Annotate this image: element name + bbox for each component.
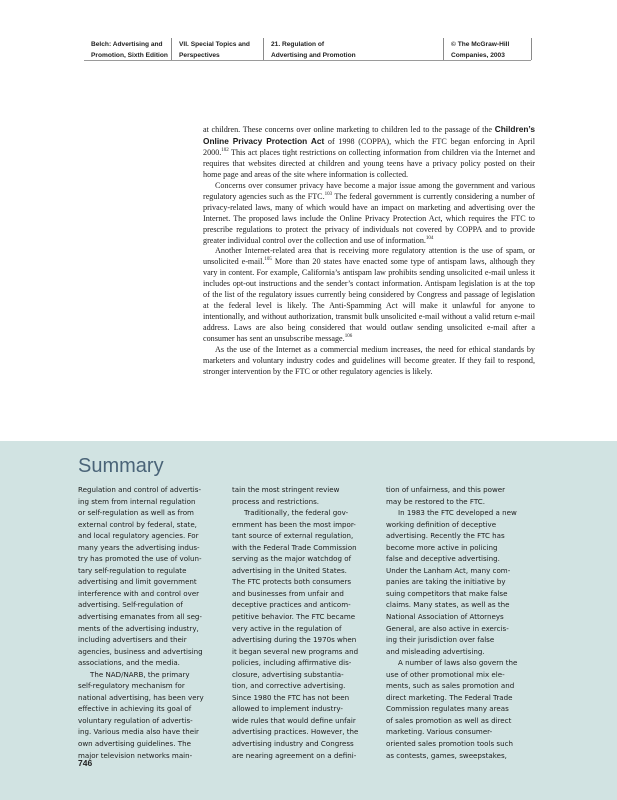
summary-line: may be restored to the FTC. <box>386 496 486 506</box>
summary-line: voluntary regulation of advertis- <box>78 715 193 725</box>
summary-title: Summary <box>78 455 164 477</box>
summary-line: effective in achieving its goal of <box>78 704 192 714</box>
header-divider <box>443 38 444 60</box>
summary-line: marketing. Various consumer- <box>386 727 493 737</box>
summary-line: major television networks main- <box>78 750 193 760</box>
summary-line: Traditionally, the federal gov- <box>244 508 349 518</box>
summary-line: self-regulatory mechanism for <box>78 681 185 691</box>
paragraph-spam: Another Internet-related area that is receiving more regulatory attention is the use of spam, or unsolicited e-mail.$^{105}$ More than 20 states have enacted some type of antispam laws, although they vary in content. For example, California’s antispam law prohibits sending unsolicited e-mail unless it includes opt-out instructions and the sender’s contact information. Antispam legislation is at the top of the list of the regulatory issues currently being considered by Congress and passage of legislation at the federal level is likely. The Anti-Spamming Act will make it unlawful for anyone to intentionally, and without authorization, transmit bulk unsolicited e-mail without a valid return e-mail address. Laws are also being considered that would outlaw sending unsolicited e-mail after a consumer has sent an unsubscribe message.$^{106}$ <box>203 246 535 344</box>
summary-line: deceptive practices and anticom- <box>232 600 351 610</box>
summary-line: petitive behavior. The FTC became <box>232 612 356 622</box>
summary-line: advertising. Recently the FTC has <box>386 531 505 541</box>
summary-line: and local regulatory agencies. For <box>78 531 199 541</box>
summary-line: interference with and control over <box>78 588 200 598</box>
summary-line: process and restrictions. <box>232 496 320 506</box>
summary-line: Commission regulates many areas <box>386 704 509 714</box>
footnote-ref: 102 <box>221 147 229 153</box>
header-part-title <box>179 40 250 66</box>
header-divider <box>531 38 532 60</box>
summary-line: try has promoted the use of volun- <box>78 554 202 564</box>
header-copyright <box>451 40 509 66</box>
summary-line: advertising emanates from all seg- <box>78 612 202 622</box>
summary-line: advertising during the 1970s when <box>232 635 357 645</box>
header-line: Belch: Advertising and <box>91 41 163 48</box>
summary-line: advertising. Self-regulation of <box>78 600 183 610</box>
summary-line: ing stem from internal regulation <box>78 496 196 506</box>
summary-line: including advertisers and their <box>78 635 187 645</box>
paragraph-coppa: at children. These concerns over online marketing to children led to the passage of the Children’s Online Privacy Protection Act of 1998 (COPPA), which the FTC began enforcing in April 2000.$^{102}$ This act places tight restrictions on collecting information from children via the Internet and requires that websites directed at children and young teens have a privacy policy posted on their home page and areas of the site where information is collected. <box>203 124 535 179</box>
header-divider <box>263 38 264 60</box>
header-line: Advertising and Promotion <box>271 51 356 59</box>
summary-line: General, are also active in exercis- <box>386 623 509 633</box>
summary-line: In 1983 the FTC developed a new <box>398 508 517 518</box>
summary-line: advertising and limit government <box>78 577 197 587</box>
summary-line: advertising practices. However, the <box>232 727 359 737</box>
header-divider <box>171 38 172 60</box>
summary-line: false and deceptive advertising. <box>386 554 500 564</box>
summary-line: tant source of external regulation, <box>232 531 354 541</box>
summary-line: The FTC protects both consumers <box>232 577 352 587</box>
header-line: 21. Regulation of <box>271 41 325 48</box>
summary-line: very active in the regulation of <box>232 623 342 633</box>
header-line: Perspectives <box>179 51 220 59</box>
summary-column-2 <box>232 484 358 761</box>
summary-line: ments of the advertising industry, <box>78 623 199 633</box>
footnote-ref: 104 <box>425 235 434 241</box>
summary-column-3 <box>386 484 517 761</box>
summary-line: closure, advertising substantia- <box>232 669 344 679</box>
header-line: Promotion, Sixth Edition <box>91 51 168 59</box>
header-line: VII. Special Topics and <box>179 41 250 48</box>
body-text <box>203 124 535 378</box>
summary-line: Regulation and control of advertis- <box>78 485 202 494</box>
summary-line: are nearing agreement on a defini- <box>232 750 357 760</box>
summary-line: ernment has been the most impor- <box>232 519 356 529</box>
summary-line: Under the Lanham Act, many com- <box>386 565 511 575</box>
summary-line: policies, including affirmative dis- <box>232 658 352 668</box>
summary-line: national advertising, has been very <box>78 692 204 702</box>
summary-line: associations, and the media. <box>78 658 180 668</box>
summary-line: wide rules that would define unfair <box>232 715 356 725</box>
summary-line: become more active in policing <box>386 542 498 552</box>
summary-line: The NAD/NARB, the primary <box>90 669 190 679</box>
summary-line: advertising industry and Congress <box>232 739 354 749</box>
header-line: © The McGraw-Hill <box>451 41 510 48</box>
paragraph-privacy: Concerns over consumer privacy have become a major issue among the government and various regulatory agencies such as the FTC.$^{103}$ The federal government is currently considering a number of privacy-related laws, many of which would have an impact on marketing and advertising over the Internet. The proposed laws include the Online Privacy Protection Act, which requires the FTC to prescribe regulations to protect the privacy of individuals not covered by COPPA and to provide greater individual control over the collection and use of information.$^{104}$ <box>203 180 535 245</box>
summary-line: oriented sales promotion tools such <box>386 739 513 749</box>
summary-line: of sales promotion as well as direct <box>386 715 512 725</box>
summary-line: tion of unfairness, and this power <box>386 485 506 494</box>
header-chapter-title <box>271 40 356 66</box>
summary-line: tary self-regulation to regulate <box>78 565 187 575</box>
summary-line: tain the most stringent review <box>232 485 340 494</box>
bold-term: Children’s Online Privacy Protection Act <box>203 124 535 146</box>
summary-line: allowed to implement industry- <box>232 704 343 714</box>
summary-line: it began several new programs and <box>232 646 359 656</box>
summary-line: working definition of deceptive <box>386 519 497 529</box>
summary-line: external control by federal, state, <box>78 519 197 529</box>
summary-line: ing their jurisdiction over false <box>386 635 495 645</box>
summary-line: panies are taking the initiative by <box>386 577 506 587</box>
header-book-title <box>91 40 168 66</box>
summary-line: suing competitors that make false <box>386 588 508 598</box>
summary-line: as contests, games, sweepstakes, <box>386 750 507 760</box>
summary-line: ments, such as sales promotion and <box>386 681 515 691</box>
paragraph-ethics: As the use of the Internet as a commercial medium increases, the need for ethical standards by marketers and voluntary industry codes and guidelines will become greater. If they fail to respond, stronger intervention by the FTC or other regulatory agencies is likely. <box>203 345 535 376</box>
summary-line: use of other promotional mix ele- <box>386 669 505 679</box>
summary-line: and misleading advertising. <box>386 646 485 656</box>
summary-column-1 <box>78 484 204 761</box>
summary-line: advertising in the United States. <box>232 565 347 575</box>
summary-line: serving as the major watchdog of <box>232 554 352 564</box>
summary-line: and businesses from unfair and <box>232 588 344 598</box>
summary-line: agencies, business and advertising <box>78 646 203 656</box>
header-line: Companies, 2003 <box>451 51 505 59</box>
summary-line: direct marketing. The Federal Trade <box>386 692 513 702</box>
header-rule <box>84 60 531 61</box>
summary-line: or self-regulation as well as from <box>78 508 194 518</box>
summary-line: National Association of Attorneys <box>386 612 504 622</box>
summary-line: many years the advertising indus- <box>78 542 200 552</box>
summary-line: Since 1980 the FTC has not been <box>232 692 350 702</box>
summary-line: A number of laws also govern the <box>398 658 518 668</box>
summary-line: own advertising guidelines. The <box>78 739 191 749</box>
page-number: 746 <box>78 758 93 768</box>
footnote-ref: 103 <box>324 191 333 197</box>
summary-line: tion, and corrective advertising. <box>232 681 346 691</box>
summary-line: claims. Many states, as well as the <box>386 600 510 610</box>
summary-line: with the Federal Trade Commission <box>232 542 357 552</box>
footnote-ref: 106 <box>344 334 353 340</box>
summary-line: ing. Various media also have their <box>78 727 199 737</box>
footnote-ref: 105 <box>264 257 272 263</box>
